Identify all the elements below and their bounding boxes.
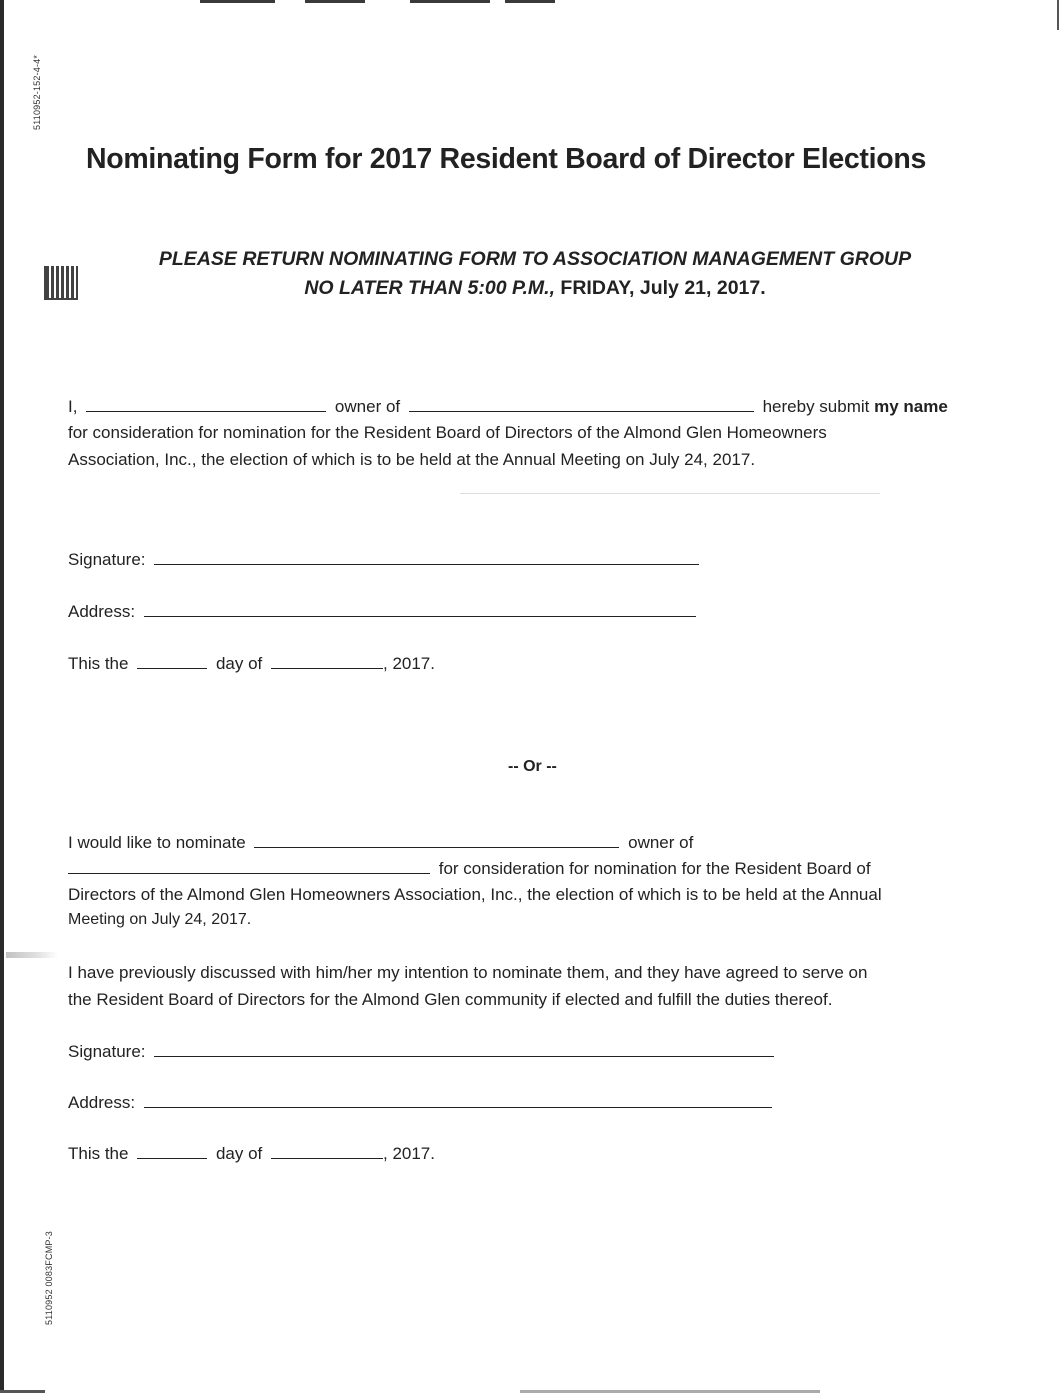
self-signature-field[interactable] xyxy=(154,550,699,565)
page-title: Nominating Form for 2017 Resident Board of Director Elections xyxy=(86,143,927,175)
scan-mark xyxy=(200,0,275,3)
scan-mark xyxy=(305,0,365,3)
other-signature-row: Signature: xyxy=(68,1042,778,1062)
nominee-name-field[interactable] xyxy=(86,397,326,412)
other-nomination-line1: I would like to nominate owner of xyxy=(68,833,694,852)
other-property-field[interactable] xyxy=(68,859,430,874)
return-notice-line2: NO LATER THAN 5:00 P.M., FRIDAY, July 21, 2017. xyxy=(304,277,766,299)
agreement-line2: the Resident Board of Directors for the Almond Glen community if elected and fulfill the duties thereof. xyxy=(68,990,833,1009)
other-month-field[interactable] xyxy=(271,1144,383,1159)
self-nomination-line3: Association, Inc., the election of which is to be held at the Annual Meeting on July 24, 2017. xyxy=(68,450,756,469)
self-day-field[interactable] xyxy=(137,654,207,669)
margin-code-bottom: 5110952 0083FCMP-3 xyxy=(44,1231,54,1325)
other-address-row: Address: xyxy=(68,1093,776,1113)
other-nominee-name-field[interactable] xyxy=(254,833,619,848)
self-nomination-line2: for consideration for nomination for the Resident Board of Directors of the Almond Glen Homeowners xyxy=(68,423,827,442)
other-address-field[interactable] xyxy=(144,1093,772,1108)
other-nomination-line2: for consideration for nomination for the Resident Board of xyxy=(68,859,871,879)
other-date-row: This the day of , 2017. xyxy=(68,1144,435,1163)
scan-mark xyxy=(505,0,555,3)
other-nomination-line4: Meeting on July 24, 2017. xyxy=(68,911,252,928)
self-date-row: This the day of , 2017. xyxy=(68,654,435,673)
or-separator: -- Or -- xyxy=(508,758,557,775)
self-signature-row: Signature: xyxy=(68,550,703,570)
agreement-line1: I have previously discussed with him/her my intention to nominate them, and they have agreed to serve on xyxy=(68,963,868,982)
datamatrix-barcode-icon xyxy=(44,266,78,300)
other-signature-field[interactable] xyxy=(154,1042,774,1057)
scan-mark xyxy=(410,0,490,3)
scan-edge-left xyxy=(0,0,4,1393)
other-day-field[interactable] xyxy=(137,1144,207,1159)
other-nomination-line3: Directors of the Almond Glen Homeowners Association, Inc., the election of which is to be held at the Annual xyxy=(68,885,882,904)
self-month-field[interactable] xyxy=(271,654,383,669)
scan-smudge xyxy=(6,952,58,958)
self-address-row: Address: xyxy=(68,602,700,622)
self-address-field[interactable] xyxy=(144,602,696,617)
self-nomination-line1: I, owner of hereby submit my name xyxy=(68,397,948,416)
property-field[interactable] xyxy=(409,397,754,412)
return-notice-line1: PLEASE RETURN NOMINATING FORM TO ASSOCIATION MANAGEMENT GROUP xyxy=(158,248,912,270)
margin-code-top: 5110952-152-4-4* xyxy=(32,54,42,130)
scan-artifact xyxy=(460,493,880,494)
